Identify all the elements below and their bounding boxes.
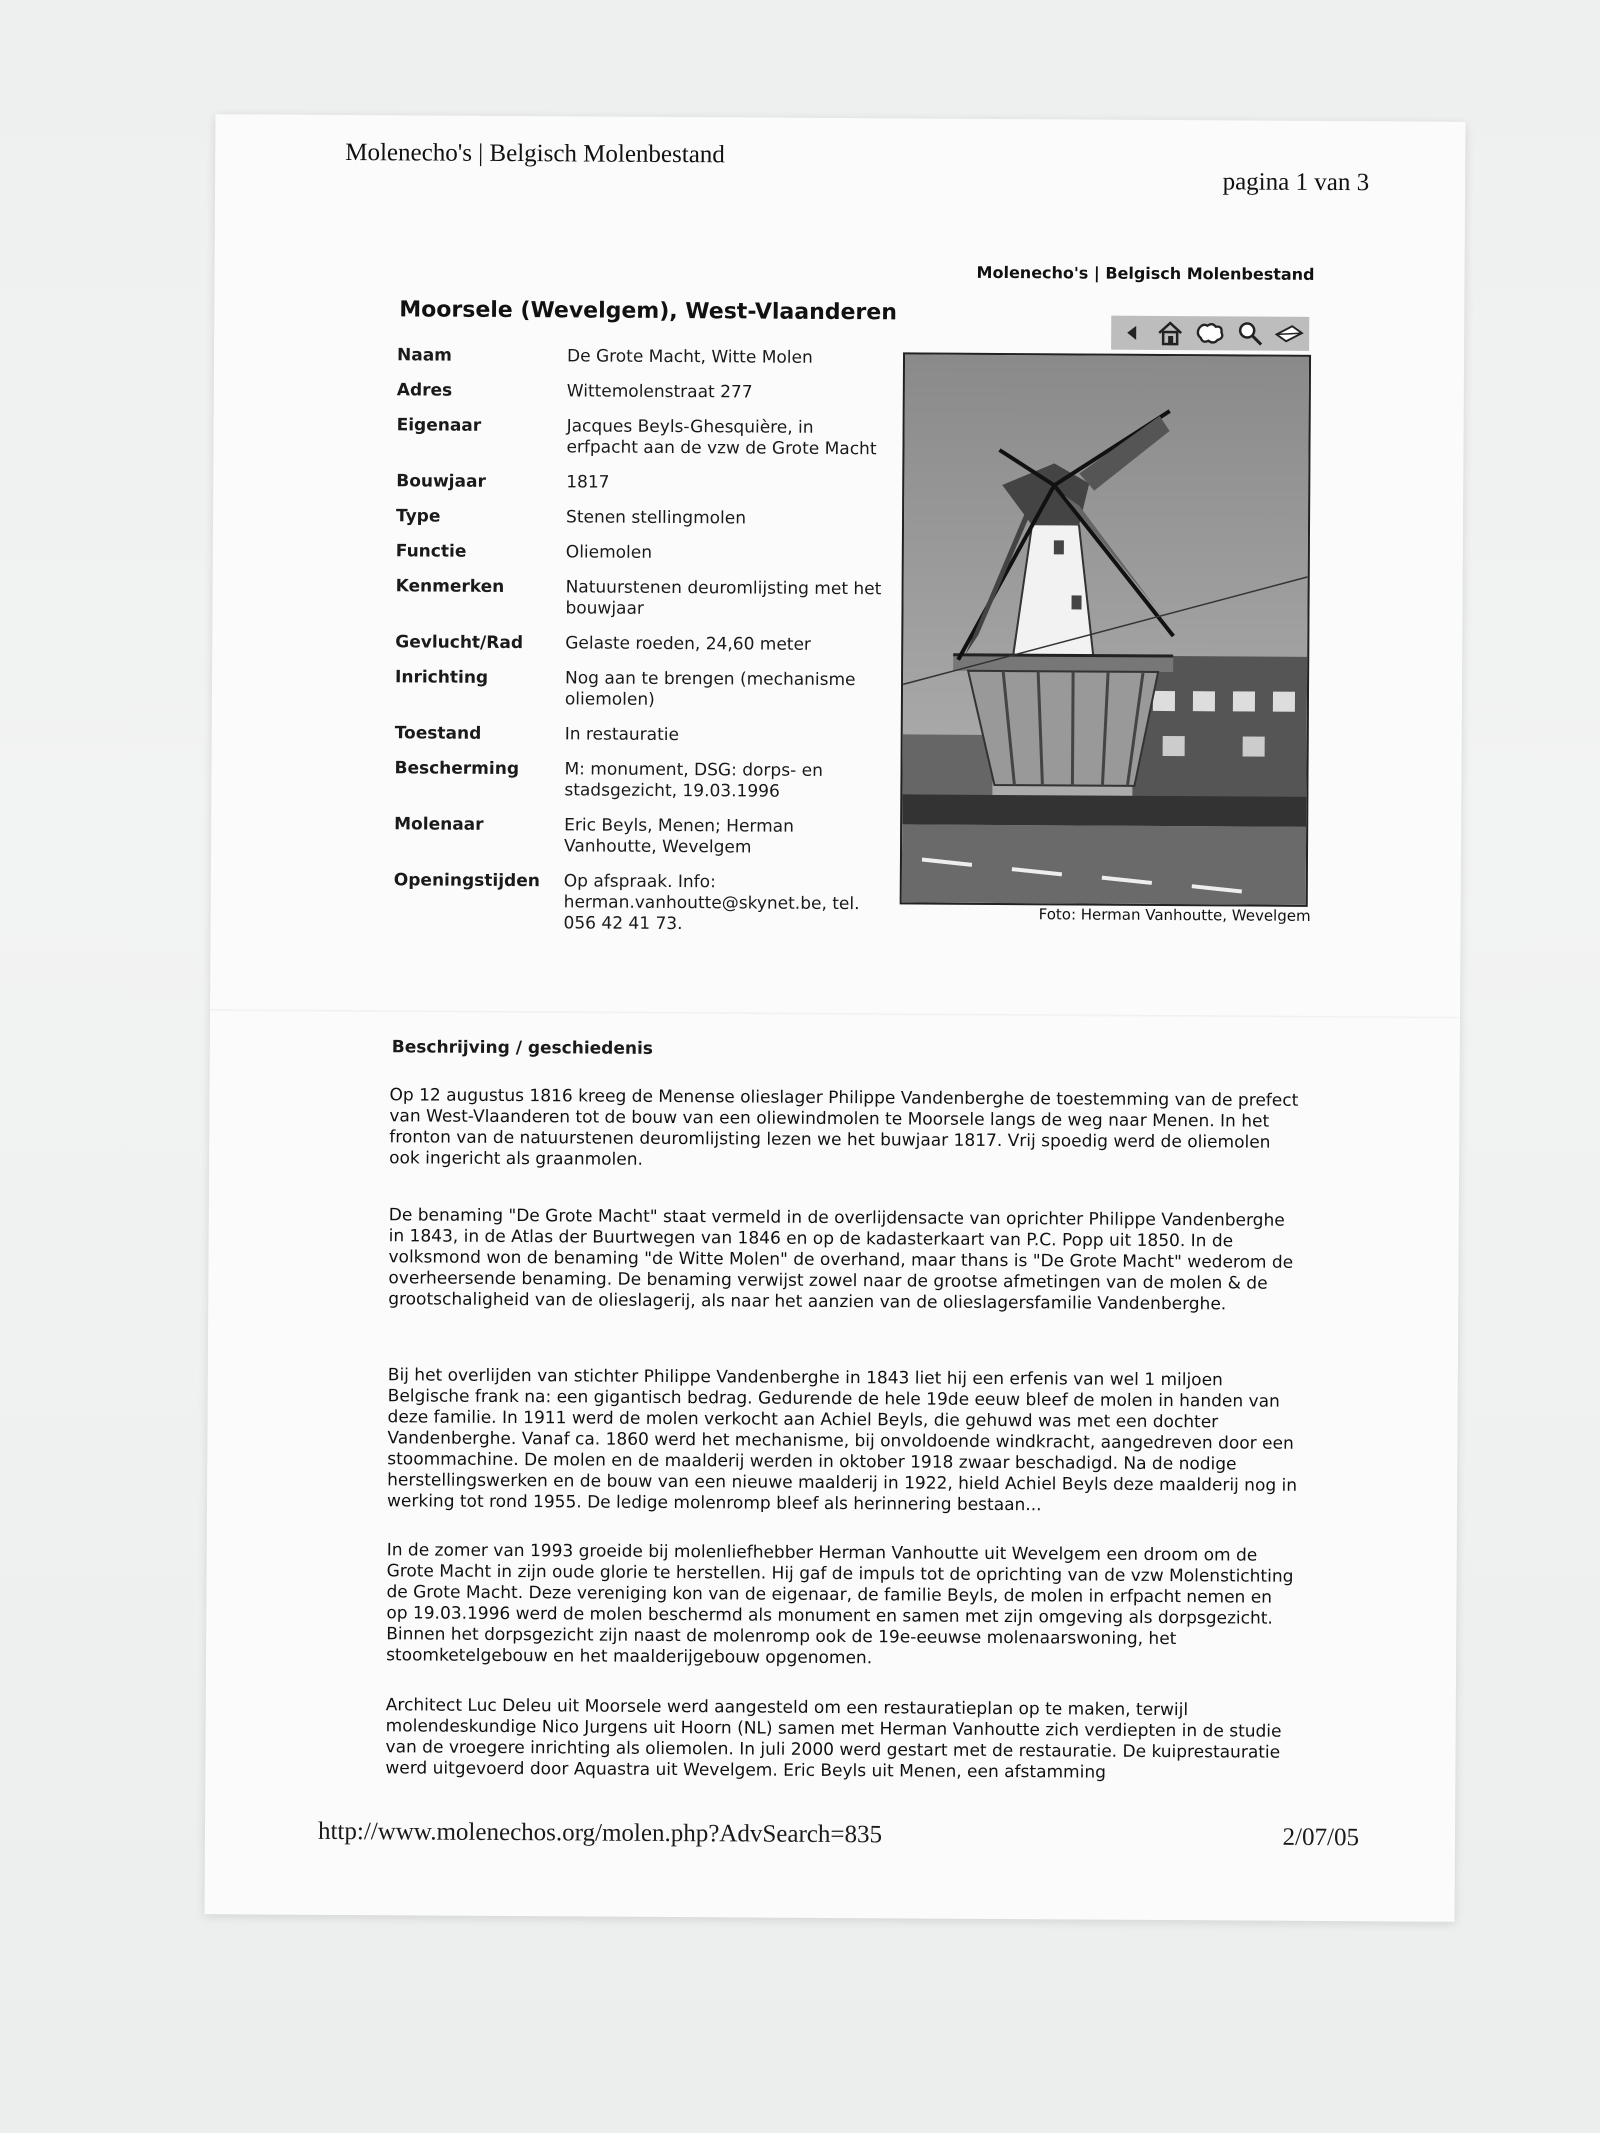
detail-key: Type bbox=[395, 506, 441, 527]
detail-value: Eric Beyls, Menen; Herman Vanhoutte, Wevelgem bbox=[563, 815, 794, 858]
detail-row bbox=[396, 415, 886, 474]
detail-key: Kenmerken bbox=[395, 576, 505, 597]
detail-row bbox=[394, 758, 884, 817]
site-name: Molenecho's | Belgisch Molenbestand bbox=[976, 262, 1315, 284]
detail-key: Functie bbox=[395, 541, 467, 562]
windmill-photo bbox=[900, 352, 1311, 906]
section-title: Beschrijving / geschiedenis bbox=[391, 1037, 654, 1059]
history-paragraph bbox=[385, 1695, 1295, 1785]
detail-value: Oliemolen bbox=[565, 542, 653, 563]
detail-key: Naam bbox=[396, 345, 452, 366]
detail-value: Wittemolenstraat 277 bbox=[566, 381, 753, 403]
history-paragraph bbox=[388, 1205, 1299, 1316]
print-date: 2/07/05 bbox=[1282, 1823, 1360, 1852]
detail-value: M: monument, DSG: dorps- en stadsgezicht, 19.03.1996 bbox=[564, 759, 823, 802]
mail-icon[interactable] bbox=[1274, 321, 1304, 347]
history-paragraph bbox=[387, 1365, 1298, 1518]
detail-row bbox=[395, 723, 885, 761]
detail-row bbox=[395, 576, 885, 635]
detail-value: Op afspraak. Info: herman.vanhoutte@skynet.be, tel. 056 42 41 73. bbox=[563, 871, 860, 935]
detail-key: Bouwjaar bbox=[396, 471, 486, 492]
detail-row bbox=[394, 814, 884, 873]
printed-page bbox=[205, 114, 1466, 1922]
print-url: http://www.molenechos.org/molen.php?AdvSearch=835 bbox=[317, 1817, 883, 1849]
detail-row bbox=[395, 667, 885, 726]
paragraph-text: In de zomer van 1993 groeide bij molenliefhebber Herman Vanhoutte uit Wevelgem een droom om de Grote Macht in zijn oude glorie te herstellen. Hij gaf de impuls tot de oprichting van de vzw Molenstichting de Grote Macht. Deze vereniging kon van de eigenaar, de familie Beyls, de molen in erfpacht nemen en op 19.03.1996 werd de molen beschermd als monument en samen met zijn omgeving als dorpsgezicht. Binnen het dorpsgezicht zijn naast de molenromp ook de 19e-eeuwse molenaarswoning, het stoomketelgebouw en het maalderijgebouw opgenomen. bbox=[386, 1540, 1294, 1669]
map-icon[interactable] bbox=[1195, 320, 1225, 346]
home-icon[interactable] bbox=[1156, 320, 1186, 346]
detail-row bbox=[396, 541, 886, 579]
page-number: pagina 1 van 3 bbox=[1222, 168, 1370, 197]
paragraph-text: Op 12 augustus 1816 kreeg de Menense olieslager Philippe Vandenberghe de toestemming van de prefect van West-Vlaanderen tot de bouw van een oliewindmolen te Moorsele langs de weg naar Menen. In het fronton van de natuurstenen deuromlijsting lezen we het buwjaar 1817. Vrij spoedig werd de oliemolen ook ingericht als graanmolen. bbox=[389, 1085, 1299, 1170]
mill-details-table bbox=[393, 345, 887, 950]
detail-row bbox=[395, 632, 885, 670]
detail-key: Molenaar bbox=[394, 814, 484, 835]
paragraph-text: Architect Luc Deleu uit Moorsele werd aangesteld om een restauratieplan op te maken, terwijl molendeskundige Nico Jurgens uit Hoorn (NL) samen met Herman Vanhoutte zich verdiepten in de studie van de vroegere inrichting als oliemolen. In juli 2000 werd gestart met de restauratie. De kuiprestauratie werd uitgevoerd door Aquastra uit Wevelgem. Eric Beyls uit Menen, een afstamming bbox=[385, 1695, 1282, 1783]
detail-value: 1817 bbox=[566, 472, 610, 493]
detail-key: Inrichting bbox=[395, 667, 489, 688]
paper-fold bbox=[210, 1009, 1460, 1020]
back-arrow-icon[interactable] bbox=[1116, 320, 1146, 346]
detail-row bbox=[396, 506, 886, 544]
photo-caption: Foto: Herman Vanhoutte, Wevelgem bbox=[1038, 905, 1311, 925]
detail-value: Gelaste roeden, 24,60 meter bbox=[565, 633, 812, 655]
detail-key: Adres bbox=[396, 380, 453, 401]
detail-row bbox=[393, 870, 883, 950]
detail-key: Eigenaar bbox=[396, 415, 482, 436]
paragraph-text: De benaming "De Grote Macht" staat vermeld in de overlijdensacte van oprichter Philippe Vandenberghe in 1843, in de Atlas der Buurtwegen van 1846 en op de kadasterkaart van P.C. Popp uit 1850. In de volksmond won de benaming "de Witte Molen" de overhand, maar thans is "De Grote Macht" wederom de overheersende benaming. De benaming verwijst zowel naar de grootse afmetingen van de molen & de grootschaligheid van de olieslagerij, als naar het aanzien van de olieslagersfamilie Vandenberghe. bbox=[388, 1205, 1294, 1315]
detail-key: Toestand bbox=[394, 723, 482, 744]
nav-toolbar bbox=[1111, 316, 1309, 351]
detail-key: Gevlucht/Rad bbox=[395, 632, 524, 654]
detail-row bbox=[397, 380, 887, 418]
detail-row bbox=[397, 345, 887, 383]
detail-value: Natuurstenen deuromlijsting met het bouwjaar bbox=[565, 577, 882, 619]
detail-key: Bescherming bbox=[394, 758, 520, 780]
detail-row bbox=[396, 471, 886, 509]
paragraph-text: Bij het overlijden van stichter Philippe Vandenberghe in 1843 liet hij een erfenis van wel 1 miljoen Belgische frank na: een gigantisch bedrag. Gedurende de hele 19de eeuw bleef de molen in handen van deze familie. In 1911 werd de molen verkocht aan Achiel Beyls, die gehuwd was met een dochter Vandenberghe. Vanaf ca. 1860 werd het mechanisme, bij onvoldoende windkracht, aangedreven door een stoommachine. De molen en de maalderij werden in oktober 1918 zwaar beschadigd. Na de nodige herstellingswerken en de bouw van een nieuwe maalderij in 1922, hield Achiel Beyls deze maalderij nog in werking tot rond 1955. De ledige molenromp bleef als herinnering bestaan... bbox=[386, 1365, 1298, 1516]
history-paragraph bbox=[386, 1540, 1297, 1672]
detail-value: Jacques Beyls-Ghesquière, in erfpacht aan de vzw de Grote Macht bbox=[566, 416, 877, 460]
detail-value: De Grote Macht, Witte Molen bbox=[566, 346, 813, 368]
print-header: Molenecho's | Belgisch Molenbestand bbox=[345, 138, 725, 169]
search-icon[interactable] bbox=[1235, 320, 1265, 346]
detail-value: In restauratie bbox=[564, 724, 680, 746]
place-title: Moorsele (Wevelgem), West-Vlaanderen bbox=[399, 297, 897, 326]
detail-value: Stenen stellingmolen bbox=[565, 507, 747, 529]
history-paragraph bbox=[389, 1085, 1299, 1175]
detail-value: Nog aan te brengen (mechanisme oliemolen) bbox=[564, 668, 856, 710]
detail-key: Openingstijden bbox=[393, 870, 540, 892]
